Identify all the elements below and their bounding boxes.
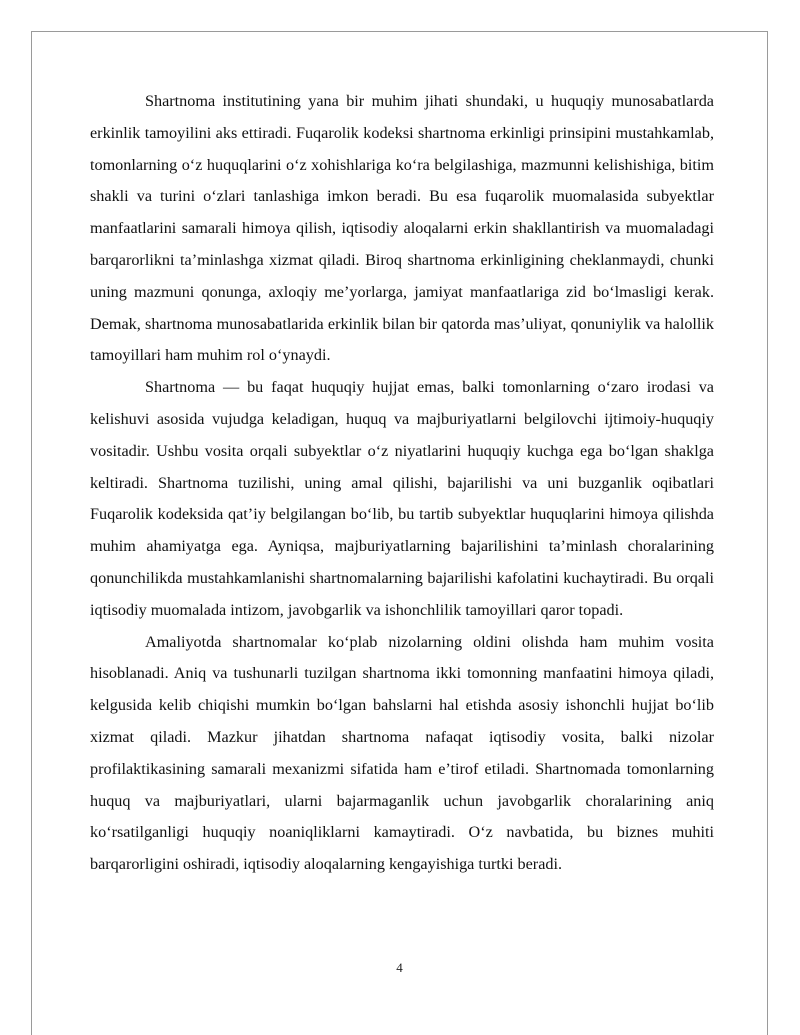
- document-page: [31, 31, 768, 1035]
- paragraph-2: Shartnoma — bu faqat huquqiy hujjat emas, balki tomonlarning o‘zaro irodasi va kelishuvi asosida vujudga keladigan, huquq va majburiyatlarni belgilovchi ijtimoiy-huquqiy vositadir. Ushbu vosita orqali subyektlar o‘z niyatlarini huquqiy kuchga ega bo‘lgan shaklga keltiradi. Shartnoma tuzilishi, uning amal qilishi, bajarilishi va uni buzganlik oqibatlari Fuqarolik kodeksida qat’iy belgilangan bo‘lib, bu tartib subyektlar huquqlarini himoya qilishda muhim ahamiyatga ega. Ayniqsa, majburiyatlarning bajarilishini ta’minlash choralarining qonunchilikda mustahkamlanishi shartnomalarning bajarilishi kafolatini kuchaytiradi. Bu orqali iqtisodiy muomalada intizom, javobgarlik va ishonchlilik tamoyillari qaror topadi.: [90, 378, 714, 619]
- document-body: [90, 86, 714, 881]
- paragraph-1: Shartnoma institutining yana bir muhim jihati shundaki, u huquqiy munosabatlarda erkinlik tamoyilini aks ettiradi. Fuqarolik kodeksi shartnoma erkinligi prinsipini mustahkamlab, tomonlarning o‘z huquqlarini o‘z xohishlariga ko‘ra belgilashiga, mazmunni kelishishiga, bitim shakli va turini o‘zlari tanlashiga imkon beradi. Bu esa fuqarolik muomalasida subyektlar manfaatlarini samarali himoya qilish, iqtisodiy aloqalarni erkin shakllantirish va muomaladagi barqarorlikni ta’minlashga xizmat qiladi. Biroq shartnoma erkinligining cheklanmaydi, chunki uning mazmuni qonunga, axloqiy me’yorlarga, jamiyat manfaatlariga zid bo‘lmasligi kerak. Demak, shartnoma munosabatlarida erkinlik bilan bir qatorda mas’uliyat, qonuniylik va halollik tamoyillari ham muhim rol o‘ynaydi.: [90, 92, 714, 365]
- page-number: 4: [396, 960, 403, 975]
- paragraph-3: Amaliyotda shartnomalar ko‘plab nizolarning oldini olishda ham muhim vosita hisoblanadi. Aniq va tushunarli tuzilgan shartnoma ikki tomonning manfaatini himoya qiladi, kelgusida kelib chiqishi mumkin bo‘lgan bahslarni hal etishda asosiy ishonchli hujjat bo‘lib xizmat qiladi. Mazkur jihatdan shartnoma nafaqat iqtisodiy vosita, balki nizolar profilaktikasining samarali mexanizmi sifatida ham e’tirof etiladi. Shartnomada tomonlarning huquq va majburiyatlari, ularni bajarmaganlik uchun javobgarlik choralarining aniq ko‘rsatilganligi huquqiy noaniqliklarni kamaytiradi. O‘z navbatida, bu biznes muhiti barqarorligini oshiradi, iqtisodiy aloqalarning kengayishiga turtki beradi.: [90, 632, 714, 874]
